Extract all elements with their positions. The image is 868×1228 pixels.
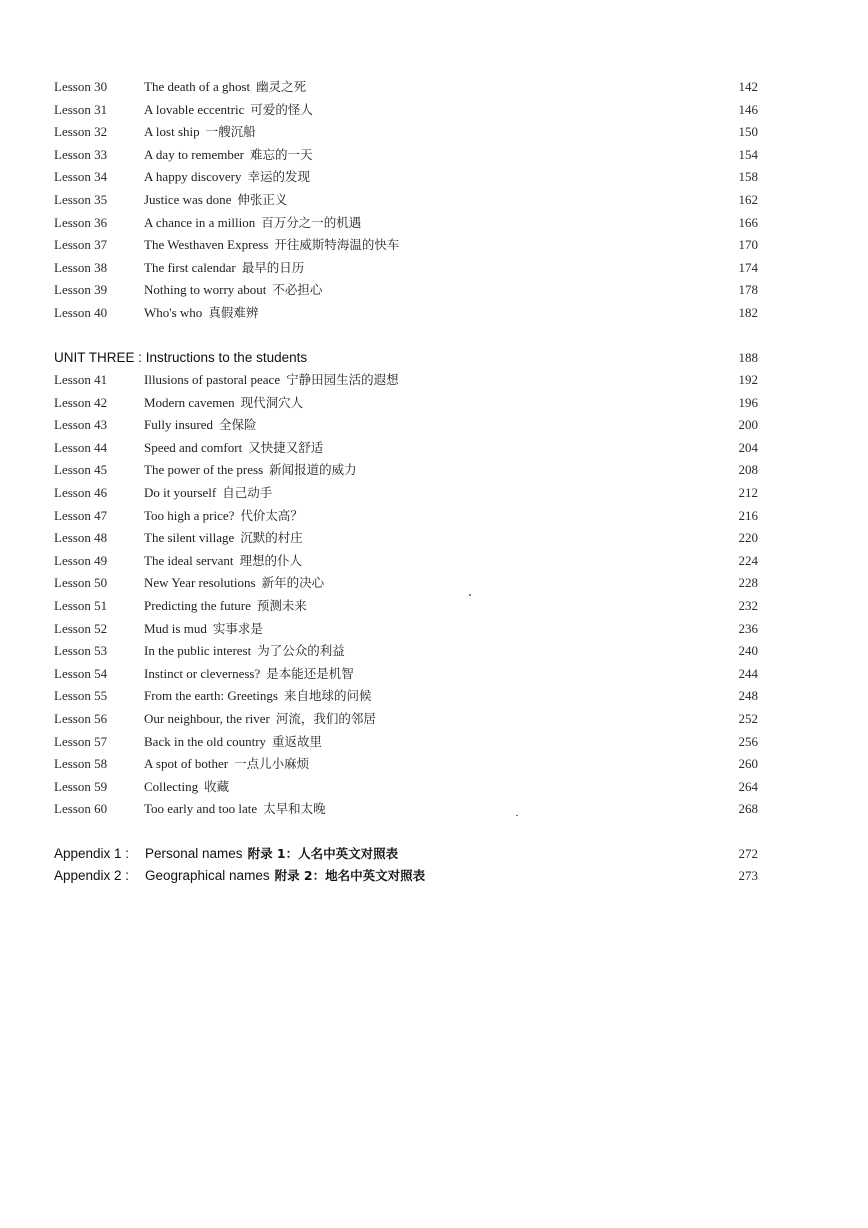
scan-speck	[516, 815, 518, 816]
lesson-title-chinese: 开往威斯特海温的快车	[274, 237, 400, 253]
appendix-row	[0, 843, 868, 865]
lesson-title	[144, 550, 302, 572]
lesson-title-english: A happy discovery	[144, 169, 242, 185]
lesson-title	[144, 189, 287, 211]
lesson-title	[144, 459, 357, 481]
lesson-title-english: Too high a price?	[144, 507, 235, 523]
lesson-title	[144, 257, 304, 279]
lesson-title	[144, 618, 263, 640]
lesson-title	[144, 166, 310, 188]
lesson-title-english: The Westhaven Express	[144, 237, 269, 253]
lesson-row	[0, 279, 868, 301]
lesson-title	[144, 595, 307, 617]
lesson-number: Lesson 31	[54, 101, 108, 117]
lesson-title-chinese: 来自地球的问候	[283, 688, 372, 704]
lesson-row	[0, 437, 868, 459]
lesson-row	[0, 595, 868, 617]
lesson-number: Lesson 38	[54, 259, 108, 275]
lesson-title-english: In the public interest	[144, 643, 252, 659]
lesson-page-number: 142	[738, 79, 758, 94]
lesson-title-english: A lovable eccentric	[144, 101, 245, 117]
lesson-title-english: Modern cavemen	[144, 394, 235, 410]
lesson-number: Lesson 49	[54, 552, 108, 568]
lesson-title	[144, 708, 376, 730]
lesson-row	[0, 234, 868, 256]
lesson-title-chinese: 真假难辨	[208, 305, 259, 320]
lesson-title	[144, 279, 322, 301]
lesson-page-number: 208	[738, 462, 758, 478]
lesson-row	[0, 618, 868, 640]
lesson-title	[144, 99, 313, 121]
lesson-row	[0, 550, 868, 572]
lesson-row	[0, 663, 868, 685]
lesson-number: Lesson 34	[54, 169, 108, 185]
lesson-number: Lesson 43	[54, 417, 108, 433]
lesson-title-english: Instinct or cleverness?	[144, 665, 261, 681]
lesson-row	[0, 121, 868, 143]
lesson-page-number: 244	[738, 665, 758, 681]
lesson-row	[0, 685, 868, 707]
lesson-title	[144, 302, 258, 324]
lesson-page-number: 192	[738, 372, 758, 387]
lesson-number: Lesson 56	[54, 711, 108, 726]
appendix-title-english: Geographical names	[145, 868, 270, 883]
lesson-number: Lesson 46	[54, 485, 108, 500]
lesson-title	[144, 527, 303, 549]
lesson-row	[0, 776, 868, 798]
lesson-title-english: Speed and comfort	[144, 439, 243, 455]
lesson-title-english: Collecting	[144, 778, 199, 794]
appendix-page-number: 273	[738, 868, 758, 883]
lesson-number: Lesson 58	[54, 756, 108, 772]
lesson-number: Lesson 60	[54, 801, 108, 817]
appendix-title-chinese: 附录 2：地名中英文对照表	[274, 868, 426, 883]
lesson-number: Lesson 37	[54, 237, 108, 253]
lesson-page-number: 260	[738, 756, 758, 772]
lesson-row	[0, 99, 868, 121]
lesson-title	[144, 212, 361, 234]
lesson-title	[144, 640, 345, 662]
lesson-row	[0, 640, 868, 662]
lesson-page-number: 252	[738, 711, 758, 726]
lesson-page-number: 182	[738, 305, 758, 320]
lesson-title-chinese: 是本能还是机智	[266, 665, 354, 681]
lesson-row	[0, 731, 868, 753]
lesson-title-english: Back in the old country	[144, 733, 267, 749]
lesson-number: Lesson 50	[54, 575, 108, 591]
appendix-title	[145, 843, 398, 865]
lesson-row	[0, 482, 868, 504]
lesson-page-number: 170	[738, 237, 758, 253]
lesson-page-number: 268	[738, 801, 758, 817]
lesson-number: Lesson 54	[54, 665, 108, 681]
lesson-row	[0, 527, 868, 549]
lesson-title	[144, 685, 371, 707]
appendix-title-english: Personal names	[145, 846, 243, 861]
lesson-page-number: 264	[738, 778, 758, 794]
lesson-title-english: Do it yourself	[144, 485, 217, 500]
lesson-title-chinese: 收藏	[204, 778, 230, 794]
lesson-row	[0, 302, 868, 324]
lesson-title-chinese: 一点儿小麻烦	[234, 756, 310, 772]
lesson-row	[0, 753, 868, 775]
lesson-page-number: 150	[738, 124, 758, 140]
lesson-title-chinese: 为了公众的利益	[257, 643, 345, 659]
lesson-number: Lesson 45	[54, 462, 108, 478]
lesson-title-english: The silent village	[144, 530, 235, 546]
lesson-title-english: The ideal servant	[144, 552, 234, 568]
lesson-page-number: 212	[738, 485, 758, 500]
lesson-title-english: The first calendar	[144, 259, 236, 275]
lesson-title-chinese: 河流，我们的邻居	[275, 711, 376, 726]
lesson-title-english: A chance in a million	[144, 214, 256, 230]
lesson-title-english: A spot of bother	[144, 756, 229, 772]
lesson-title-english: A lost ship	[144, 124, 200, 140]
lesson-row	[0, 459, 868, 481]
lesson-title-chinese: 幽灵之死	[256, 79, 307, 94]
lesson-page-number: 256	[738, 733, 758, 749]
appendix-title-chinese: 附录 1：人名中英文对照表	[247, 846, 399, 861]
lesson-page-number: 158	[738, 169, 758, 185]
lesson-number: Lesson 41	[54, 372, 108, 387]
lesson-row	[0, 257, 868, 279]
lesson-page-number: 162	[738, 192, 758, 207]
lesson-title-chinese: 百万分之一的机遇	[261, 214, 362, 230]
lesson-title	[144, 776, 229, 798]
lesson-title-chinese: 重返故里	[272, 733, 323, 749]
lesson-page-number: 200	[738, 417, 758, 433]
lesson-title	[144, 437, 323, 459]
lesson-title	[144, 663, 354, 685]
lesson-number: Lesson 47	[54, 507, 108, 523]
lesson-title-english: Predicting the future	[144, 598, 251, 613]
lesson-page-number: 232	[738, 598, 758, 613]
lesson-title-chinese: 宁静田园生活的遐想	[286, 372, 399, 387]
lesson-number: Lesson 53	[54, 643, 108, 659]
lesson-title-chinese: 全保险	[218, 417, 257, 433]
appendix-label: Appendix 2 :	[54, 868, 130, 883]
unit-page-number: 188	[738, 350, 758, 365]
lesson-title	[144, 144, 313, 166]
lesson-title-english: Our neighbour, the river	[144, 711, 270, 726]
lesson-title	[144, 572, 324, 594]
lesson-number: Lesson 39	[54, 282, 108, 298]
appendix-page-number: 272	[738, 846, 758, 861]
lesson-row	[0, 505, 868, 527]
lesson-title-english: Illusions of pastoral peace	[144, 372, 281, 387]
lesson-title-chinese: 一艘沉船	[205, 124, 256, 140]
lesson-title-english: The death of a ghost	[144, 79, 251, 94]
lesson-row	[0, 189, 868, 211]
lesson-title-english: From the earth: Greetings	[144, 688, 278, 704]
lesson-number: Lesson 48	[54, 530, 108, 546]
unit-three-heading-row	[0, 347, 868, 369]
lesson-title-chinese: 现代洞穴人	[240, 394, 304, 410]
lesson-number: Lesson 42	[54, 394, 108, 410]
lesson-number: Lesson 55	[54, 688, 108, 704]
lesson-title-english: A day to remember	[144, 146, 244, 162]
lesson-title	[144, 76, 306, 98]
lesson-title	[144, 414, 257, 436]
lesson-title	[144, 121, 256, 143]
lesson-number: Lesson 51	[54, 598, 108, 613]
lesson-title-chinese: 可爱的怪人	[250, 101, 313, 117]
lesson-title-english: Justice was done	[144, 192, 232, 207]
lesson-number: Lesson 57	[54, 733, 108, 749]
lesson-title	[144, 753, 309, 775]
lesson-page-number: 216	[738, 507, 758, 523]
lesson-title-chinese: 太早和太晚	[263, 801, 326, 817]
lesson-title	[144, 482, 272, 504]
lesson-title-chinese: 理想的仆人	[239, 552, 303, 568]
lesson-title	[144, 369, 399, 391]
lesson-title	[144, 798, 326, 820]
lesson-page-number: 178	[738, 282, 758, 298]
lesson-page-number: 248	[738, 688, 758, 704]
lesson-title-english: Mud is mud	[144, 620, 207, 636]
lesson-row	[0, 212, 868, 234]
lesson-number: Lesson 32	[54, 124, 108, 140]
lesson-page-number: 196	[738, 394, 758, 410]
lesson-number: Lesson 40	[54, 305, 108, 320]
lesson-title-chinese: 难忘的一天	[250, 146, 313, 162]
lesson-title-chinese: 实事求是	[212, 620, 263, 636]
lesson-row	[0, 708, 868, 730]
lesson-row	[0, 392, 868, 414]
lesson-row	[0, 798, 868, 820]
appendix-label: Appendix 1 :	[54, 846, 130, 861]
lesson-page-number: 220	[738, 530, 758, 546]
lesson-page-number: 228	[738, 575, 758, 591]
lesson-title	[144, 731, 322, 753]
lesson-row	[0, 166, 868, 188]
lesson-number: Lesson 59	[54, 778, 108, 794]
lesson-title-english: Who's who	[144, 305, 203, 320]
lesson-row	[0, 414, 868, 436]
lesson-title-chinese: 代价太高？	[240, 507, 303, 523]
lesson-page-number: 204	[738, 439, 758, 455]
lesson-page-number: 240	[738, 643, 758, 659]
appendix-title	[145, 865, 425, 887]
lesson-title	[144, 505, 303, 527]
lesson-number: Lesson 44	[54, 439, 108, 455]
lesson-page-number: 236	[738, 620, 758, 636]
lesson-number: Lesson 33	[54, 146, 108, 162]
lesson-title-chinese: 伸张正义	[237, 192, 288, 207]
lesson-title-chinese: 又快捷又舒适	[248, 439, 324, 455]
lesson-title-chinese: 预测未来	[256, 598, 307, 613]
appendix-row	[0, 865, 868, 887]
lesson-title-chinese: 沉默的村庄	[240, 530, 303, 546]
lesson-number: Lesson 30	[54, 79, 108, 94]
lesson-page-number: 146	[738, 101, 758, 117]
lesson-page-number: 166	[738, 214, 758, 230]
lesson-title-english: Fully insured	[144, 417, 213, 433]
lesson-title-chinese: 幸运的发现	[247, 169, 310, 185]
lesson-row	[0, 76, 868, 98]
lesson-title	[144, 392, 303, 414]
lesson-title-english: The power of the press	[144, 462, 264, 478]
lesson-title-english: Nothing to worry about	[144, 282, 267, 298]
lesson-title-english: New Year resolutions	[144, 575, 256, 591]
scan-speck	[469, 594, 471, 596]
lesson-title-chinese: 新闻报道的威力	[269, 462, 357, 478]
lesson-row	[0, 572, 868, 594]
lesson-row	[0, 144, 868, 166]
lesson-title-chinese: 最早的日历	[241, 259, 305, 275]
lesson-number: Lesson 36	[54, 214, 108, 230]
lesson-page-number: 154	[738, 146, 758, 162]
lesson-page-number: 224	[738, 552, 758, 568]
lesson-title-chinese: 自己动手	[222, 485, 273, 500]
lesson-title-chinese: 新年的决心	[261, 575, 325, 591]
lesson-row	[0, 369, 868, 391]
lesson-page-number: 174	[738, 259, 758, 275]
lesson-number: Lesson 35	[54, 192, 108, 207]
unit-heading: UNIT THREE : Instructions to the students	[54, 350, 308, 365]
lesson-title-english: Too early and too late	[144, 801, 258, 817]
lesson-title-chinese: 不必担心	[272, 282, 323, 298]
lesson-number: Lesson 52	[54, 620, 108, 636]
lesson-title	[144, 234, 399, 256]
